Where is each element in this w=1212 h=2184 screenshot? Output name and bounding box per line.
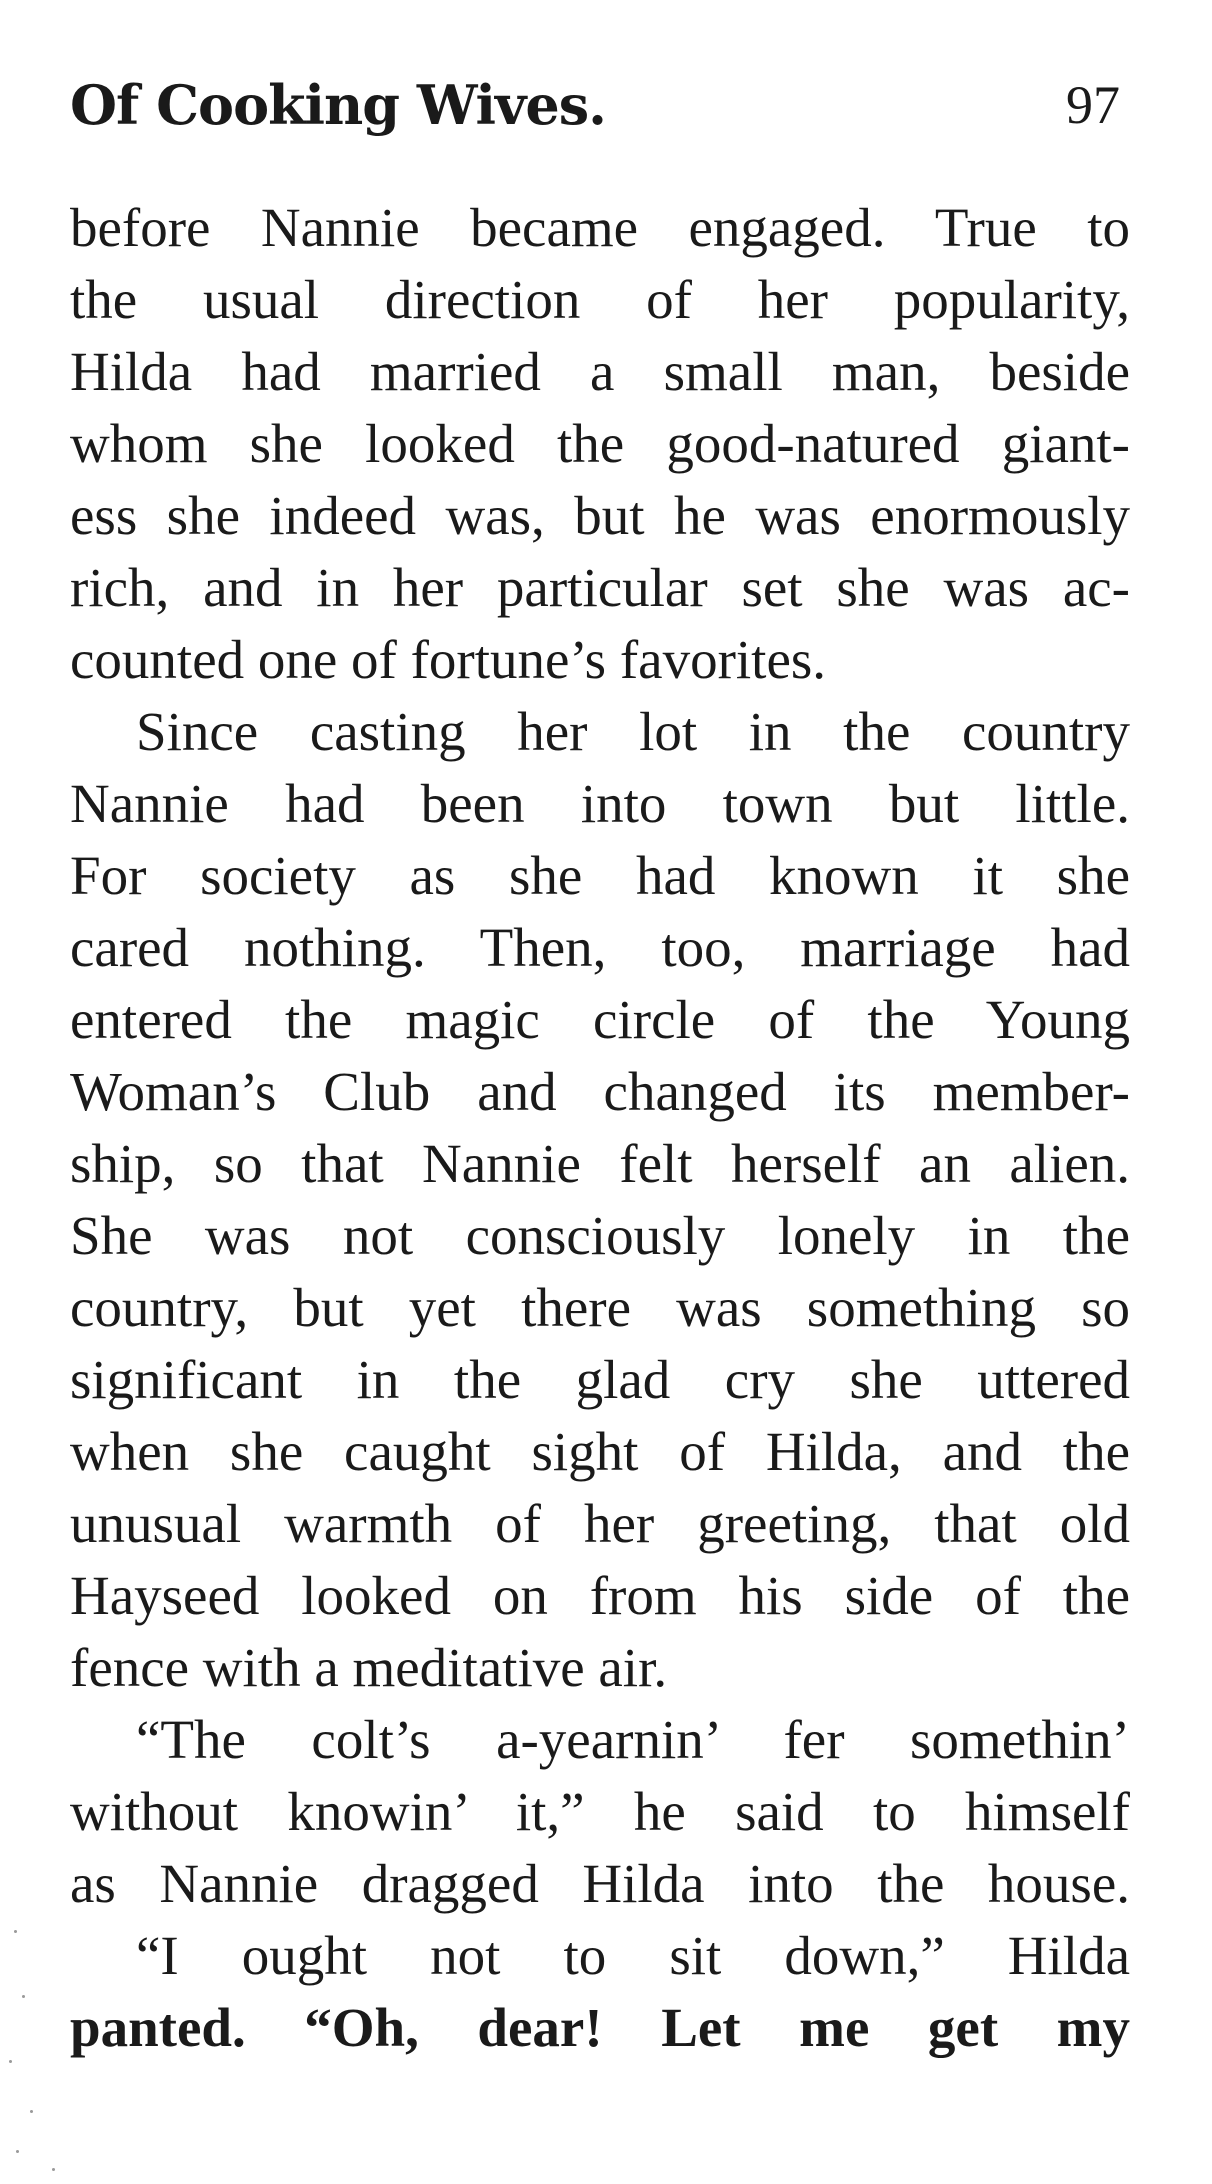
text-line: ess she indeed was, but he was enormously (70, 485, 1130, 546)
scan-speck (52, 2168, 55, 2171)
text-line: Since casting her lot in the country (136, 701, 1130, 762)
text-line: Woman’s Club and changed its member- (70, 1061, 1130, 1122)
running-head (70, 70, 1130, 140)
text-line: For society as she had known it she (70, 845, 1130, 906)
text-line: counted one of fortune’s favorites. (70, 629, 827, 690)
text-line: before Nannie became engaged. True to (70, 197, 1130, 258)
text-line: whom she looked the good-natured giant- (70, 413, 1130, 474)
text-line: She was not consciously lonely in the (70, 1205, 1130, 1266)
text-line: ship, so that Nannie felt herself an alien. (70, 1133, 1130, 1194)
page-number: 97 (1066, 75, 1120, 135)
text-line: Hayseed looked on from his side of the (70, 1565, 1130, 1626)
text-line: “I ought not to sit down,” Hilda (136, 1925, 1130, 1986)
scan-speck (14, 1930, 17, 1933)
text-line: without knowin’ it,” he said to himself (70, 1781, 1130, 1842)
text-line: as Nannie dragged Hilda into the house. (70, 1853, 1130, 1914)
text-line: “The colt’s a-yearnin’ fer somethin’ (136, 1709, 1130, 1770)
text-line: country, but yet there was something so (70, 1277, 1130, 1338)
chapter-title: Of Cooking Wives. (70, 73, 606, 137)
text-line: cared nothing. Then, too, marriage had (70, 917, 1130, 978)
text-line: rich, and in her particular set she was ac- (70, 557, 1130, 618)
body-text (70, 192, 1130, 2064)
text-line: the usual direction of her popularity, (70, 269, 1130, 330)
scan-speck (22, 1995, 25, 1998)
text-line: panted. “Oh, dear! Let me get my (70, 1997, 1130, 2058)
text-line: unusual warmth of her greeting, that old (70, 1493, 1130, 1554)
text-line: fence with a meditative air. (70, 1637, 668, 1698)
text-line: entered the magic circle of the Young (70, 989, 1130, 1050)
scan-speck (30, 2110, 33, 2113)
scan-speck (9, 2060, 12, 2063)
text-line: significant in the glad cry she uttered (70, 1349, 1130, 1410)
text-line: when she caught sight of Hilda, and the (70, 1421, 1130, 1482)
text-line: Nannie had been into town but little. (70, 773, 1130, 834)
text-line: Hilda had married a small man, beside (70, 341, 1130, 402)
scan-speck (16, 2150, 19, 2153)
